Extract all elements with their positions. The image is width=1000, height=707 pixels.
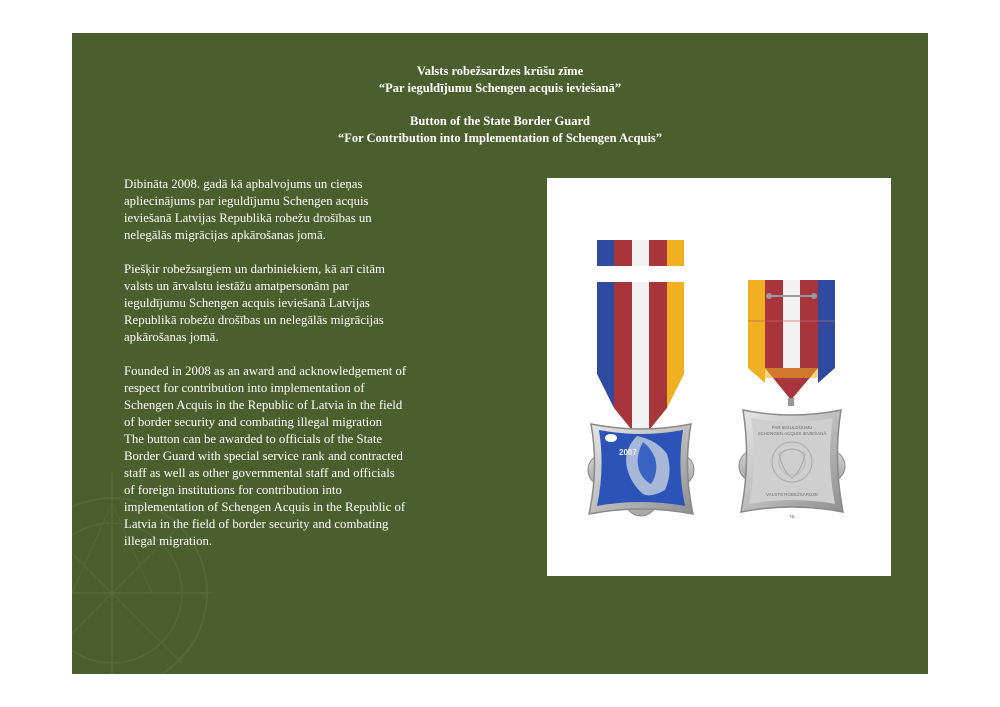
- back-number: №: [789, 514, 795, 520]
- back-ribbon: [748, 280, 835, 406]
- title-lv-line2: “Par ieguldījumu Schengen acquis ieviešanā”: [378, 81, 622, 95]
- back-medal: [739, 410, 845, 520]
- paragraph-lv-2: Piešķir robežsargiem un darbiniekiem, kā arī citām valsts un ārvalstu iestāžu amatpersonām par ieguldījumu Schengen acquis ieviešanā Latvijas Republikā robežu drošības un nelegālās migrācijas apkārošanas jomā.: [124, 262, 385, 344]
- back-inscription-1: PAR IEGULDĪJUMU: [771, 425, 813, 430]
- slide: [72, 33, 928, 674]
- front-medal: [588, 424, 694, 516]
- back-inscription-2: SCHENGEN ACQUIS IEVIEŠANĀ: [757, 431, 827, 436]
- paragraph-en-1: Founded in 2008 as an award and acknowledgement of respect for contribution into implementation of Schengen Acquis in the Republic of Latvia in the field of border security and combating illegal migration The button can be awarded to officials of the State Border Guard with special service rank and contracted staff as well as other governmental staff and officials of foreign institutions for contribution into implementation of Schengen Acquis in the Republic of Latvia in the field of border security and combating illegal migration.: [124, 364, 407, 548]
- front-ribbon-bar: [597, 240, 684, 266]
- paragraph-lv-1: Dibināta 2008. gadā kā apbalvojums un cieņas apliecinājums par ieguldījumu Schengen acquis ieviešanā Latvijas Republikā robežu drošības un nelegālās migrācijas apkārošanas jomā.: [124, 177, 372, 242]
- title-lv-line1: Valsts robežsardzes krūšu zīme: [416, 64, 584, 78]
- medal-photo: [547, 178, 891, 576]
- front-medal-year: 2007: [619, 448, 637, 457]
- title-en-line1: Button of the State Border Guard: [410, 114, 590, 128]
- title-en-line2: “For Contribution into Implementation of Schengen Acquis”: [337, 131, 663, 145]
- body-text: [124, 176, 454, 567]
- title-block: [72, 63, 928, 147]
- front-ribbon: [597, 282, 684, 444]
- back-inscription-3: VALSTS ROBEŽSARDZE: [766, 492, 818, 497]
